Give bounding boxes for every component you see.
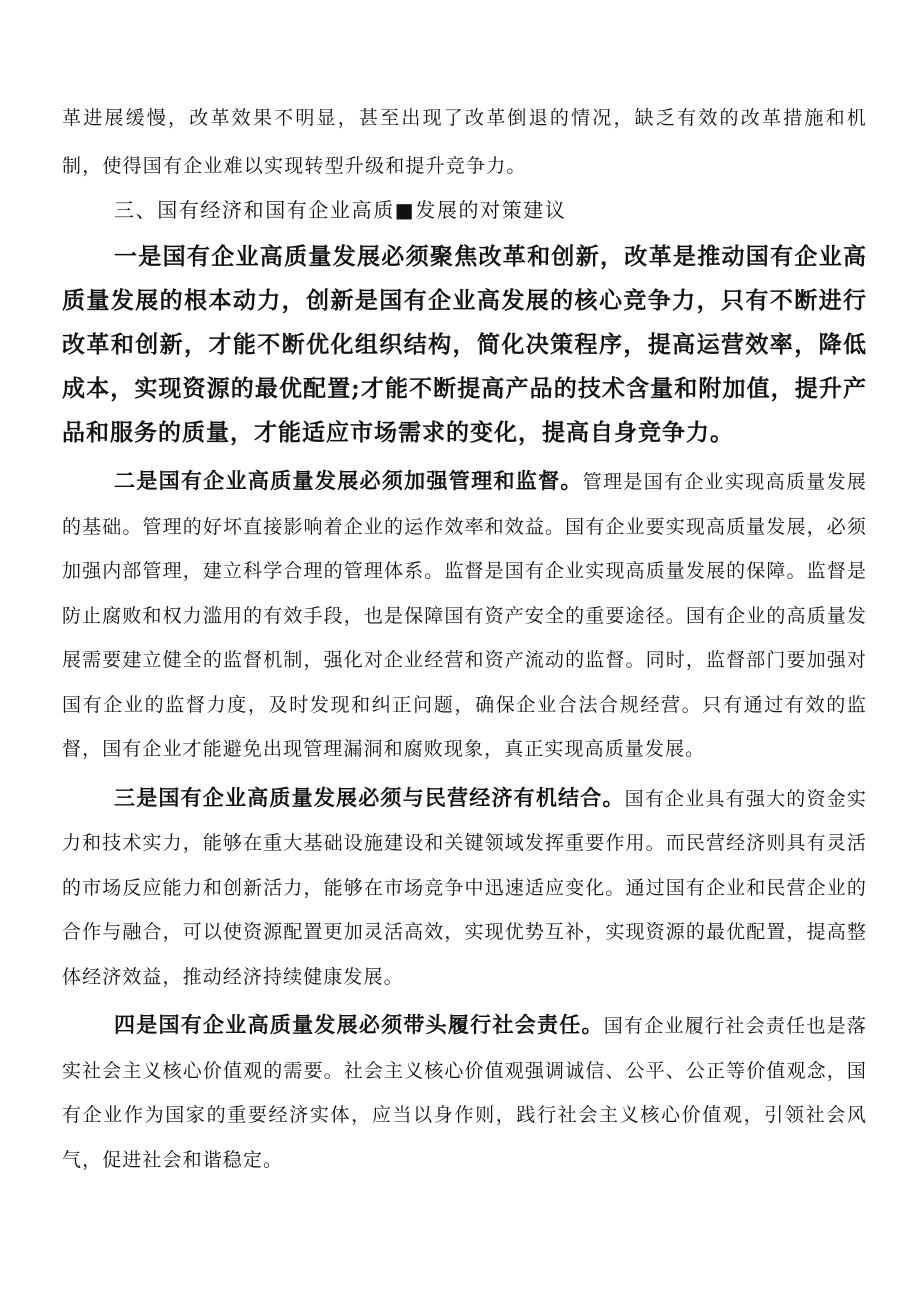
point-four-lead: 四是国有企业高质量发展必须带头履行社会责任。 [114, 1012, 604, 1037]
continuation-paragraph: 革进展缓慢，改革效果不明显，甚至出现了改革倒退的情况，缺乏有效的改革措施和机制，使得国有企业难以实现转型升级和提升竞争力。 [62, 107, 867, 177]
point-two-body: 管理是国有企业实现高质量发展的基础。管理的好坏直接影响着企业的运作效率和效益。国有企业要实现高质量发展，必须加强内部管理，建立科学合理的管理体系。监督是国有企业实现高质量发展的保障。监督是防止腐败和权力滥用的有效手段，也是保障国有资产安全的重要途径。国有企业的高质量发展需要建立健全的监督机制，强化对企业经营和资产流动的监督。同时，监督部门要加强对国有企业的监督力度，及时发现和纠正问题，确保企业合法合规经营。只有通过有效的监督，国有企业才能避免出现管理漏洞和腐败现象，真正实现高质量发展。 [62, 471, 867, 760]
point-four-body: 国有企业履行社会责任也是落实社会主义核心价值观的需要。社会主义核心价值观强调诚信、公平、公正等价值观念，国有企业作为国家的重要经济实体，应当以身作则，践行社会主义核心价值观，引领社会风气，促进社会和谐稳定。 [62, 1015, 867, 1171]
paragraph-point-three [62, 776, 867, 1000]
paragraph-point-four [62, 1003, 867, 1182]
point-three-body: 国有企业具有强大的资金实力和技术实力，能够在重大基础设施建设和关键领域发挥重要作用。而民营经济则具有灵活的市场反应能力和创新活力，能够在市场竞争中迅速适应变化。通过国有企业和民营企业的合作与融合，可以使资源配置更加灵活高效，实现优势互补，实现资源的最优配置，提高整体经济效益，推动经济持续健康发展。 [62, 787, 867, 988]
point-three-lead: 三是国有企业高质量发展必须与民营经济有机结合。 [114, 784, 625, 810]
paragraph-point-two [62, 459, 867, 772]
document-page [62, 94, 867, 1182]
section-heading: 三、国有经济和国有企业高质■发展的对策建议 [114, 198, 567, 222]
point-two-lead: 二是国有企业高质量发展必须加强管理和监督。 [114, 468, 583, 493]
paragraph-point-one: 一是国有企业高质量发展必须聚焦改革和创新，改革是推动国有企业高质量发展的根本动力，创新是国有企业高发展的核心竞争力，只有不断进行改革和创新，才能不断优化组织结构，简化决策程序，提高运营效率，降低成本，实现资源的最优配置;才能不断提高产品的技术含量和附加值，提升产品和服务的质量，才能适应市场需求的变化，提高自身竞争力。 [62, 243, 867, 446]
